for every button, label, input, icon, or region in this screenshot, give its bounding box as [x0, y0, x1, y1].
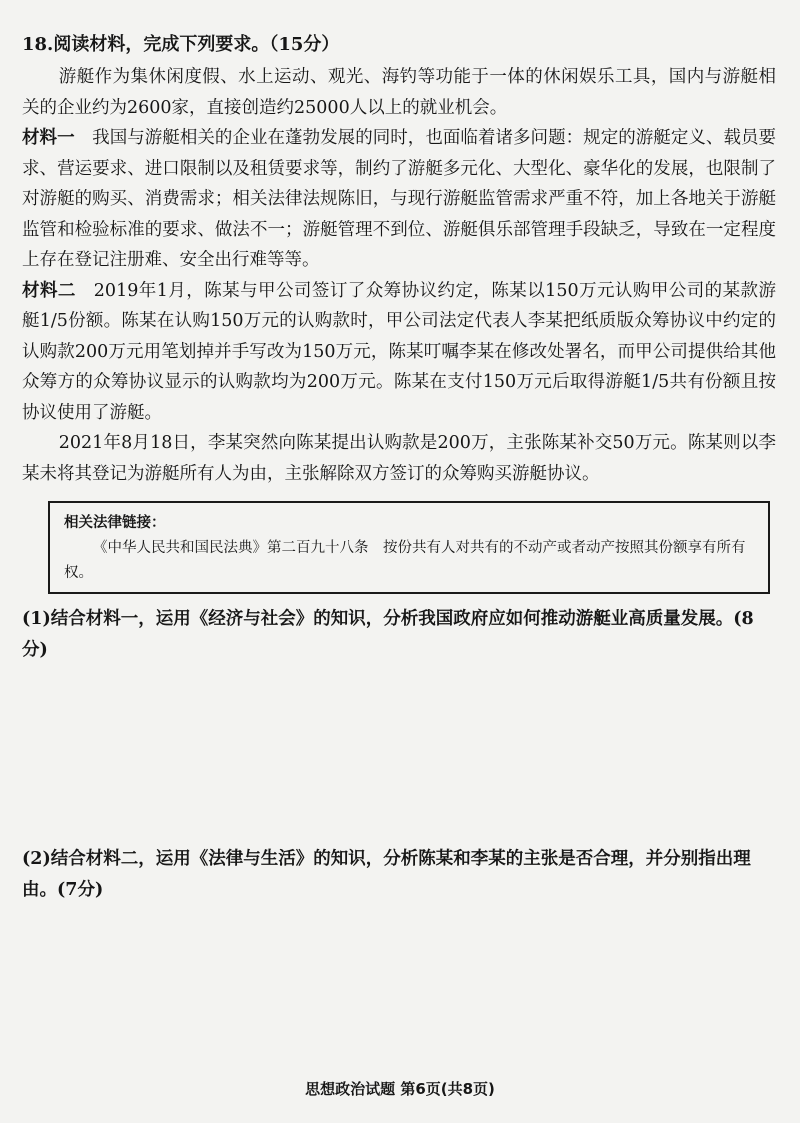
- material-two: [22, 276, 776, 429]
- sub-question-2: (2)结合材料二，运用《法律与生活》的知识，分析陈某和李某的主张是否合理，并分别指出理由。(7分): [22, 849, 751, 900]
- material-one: [22, 123, 776, 276]
- sub-question-1: (1)结合材料一，运用《经济与社会》的知识，分析我国政府应如何推动游艇业高质量发展。(8分): [22, 609, 754, 660]
- question-intro: 游艇作为集休闲度假、水上运动、观光、海钓等功能于一体的休闲娱乐工具，国内与游艇相关的企业约为2600家，直接创造约25000人以上的就业机会。: [22, 67, 776, 118]
- question-title: 18.阅读材料，完成下列要求。（15分）: [22, 34, 340, 55]
- material-one-text: 我国与游艇相关的企业在蓬勃发展的同时，也面临着诸多问题：规定的游艇定义、载员要求、营运要求、进口限制以及租赁要求等，制约了游艇多元化、大型化、豪华化的发展，也限制了对游艇的购买、消费需求；相关法律法规陈旧，与现行游艇监管需求严重不符，加上各地关于游艇监管和检验标准的要求、做法不一；游艇管理不到位、游艇俱乐部管理手段缺乏，导致在一定程度上存在登记注册难、安全出行难等等。: [22, 128, 777, 270]
- page-footer: 思想政治试题 第6页(共8页): [305, 1080, 495, 1098]
- related-law-box: [48, 501, 770, 594]
- law-box-title: 相关法律链接：: [64, 515, 166, 531]
- material-two-continued: 2021年8月18日，李某突然向陈某提出认购款是200万，主张陈某补交50万元。陈某则以李某未将其登记为游艇所有人为由，主张解除双方签订的众筹购买游艇协议。: [22, 433, 776, 484]
- material-two-text: 2019年1月，陈某与甲公司签订了众筹协议约定，陈某以150万元认购甲公司的某款游艇1/5份额。陈某在认购150万元的认购款时，甲公司法定代表人李某把纸质版众筹协议中约定的认购款200万元用笔划掉并手写改为150万元，陈某叮嘱李某在修改处署名，而甲公司提供给其他众筹方的众筹协议显示的认购款均为200万元。陈某在支付150万元后取得游艇1/5共有份额且按协议使用了游艇。: [22, 280, 777, 423]
- law-box-text: 《中华人民共和国民法典》第二百九十八条 按份共有人对共有的不动产或者动产按照其份额享有所有权。: [64, 540, 746, 581]
- material-one-label: 材料一: [22, 128, 75, 148]
- material-two-label: 材料二: [22, 280, 76, 301]
- answer-space-1: [22, 666, 776, 844]
